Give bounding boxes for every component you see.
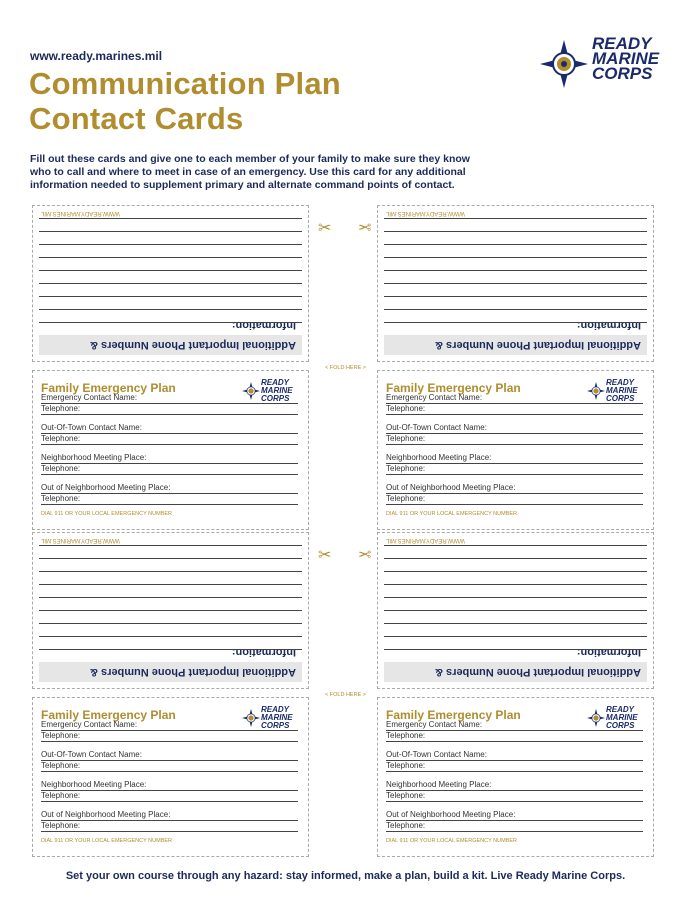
write-line[interactable] [39,545,302,546]
write-line[interactable] [384,270,647,271]
out-of-neighborhood-field[interactable]: Out of Neighborhood Meeting Place: [386,810,643,821]
telephone-field[interactable]: Telephone: [386,494,643,505]
dial-911-note: DIAL 911 OR YOUR LOCAL EMERGENCY NUMBER [41,511,173,517]
back-card-header: Additional Important Phone Numbers & Information: [384,662,647,682]
write-line[interactable] [39,322,302,323]
write-line[interactable] [39,270,302,271]
neighborhood-meeting-field[interactable]: Neighborhood Meeting Place: [386,780,643,791]
telephone-field[interactable]: Telephone: [41,404,298,415]
emergency-contact-field[interactable]: Emergency Contact Name: [41,393,298,404]
back-card-url: WWW.READY.MARINES.MIL [386,537,465,543]
ready-marine-corps-logo [540,36,670,106]
telephone-field[interactable]: Telephone: [41,464,298,475]
write-line[interactable] [384,545,647,546]
fold-here-label: < FOLD HERE > [325,692,366,698]
neighborhood-meeting-field[interactable]: Neighborhood Meeting Place: [41,453,298,464]
back-card-header: Additional Important Phone Numbers & Information: [39,662,302,682]
emergency-contact-field[interactable]: Emergency Contact Name: [386,720,643,731]
write-line[interactable] [384,636,647,637]
back-card-panel [32,205,309,362]
front-card-panel [377,370,654,530]
telephone-field[interactable]: Telephone: [386,821,643,832]
mini-logo: READY MARINE CORPS [587,379,643,407]
neighborhood-meeting-field[interactable]: Neighborhood Meeting Place: [41,780,298,791]
out-of-town-contact-field[interactable]: Out-Of-Town Contact Name: [41,423,298,434]
back-card-url: WWW.READY.MARINES.MIL [41,537,120,543]
telephone-field[interactable]: Telephone: [386,404,643,415]
mini-logo: READY MARINE CORPS [242,706,298,734]
write-line[interactable] [39,218,302,219]
logo-text: READY MARINE CORPS [592,34,660,83]
card-title: Family Emergency Plan [386,708,521,722]
back-card-panel [377,205,654,362]
write-line[interactable] [384,623,647,624]
scissors-icon: ✂ [358,547,372,564]
card-title: Family Emergency Plan [386,381,521,395]
tagline: Set your own course through any hazard: stay informed, make a plan, build a kit. Live Ready Marine Corps. [65,870,626,882]
write-line[interactable] [39,231,302,232]
write-line[interactable] [39,610,302,611]
scissors-icon: ✂ [318,220,332,237]
out-of-town-contact-field[interactable]: Out-Of-Town Contact Name: [386,423,643,434]
write-line[interactable] [39,649,302,650]
out-of-neighborhood-field[interactable]: Out of Neighborhood Meeting Place: [41,810,298,821]
telephone-field[interactable]: Telephone: [41,821,298,832]
back-card-url: WWW.READY.MARINES.MIL [41,210,120,216]
telephone-field[interactable]: Telephone: [386,731,643,742]
back-card-panel [377,532,654,689]
title-line-1: Communication Plan [29,66,341,101]
mini-logo: READY MARINE CORPS [242,379,298,407]
write-line[interactable] [39,244,302,245]
write-line[interactable] [384,309,647,310]
card-title: Family Emergency Plan [41,381,176,395]
write-line[interactable] [39,571,302,572]
dial-911-note: DIAL 911 OR YOUR LOCAL EMERGENCY NUMBER [386,511,518,517]
back-card-header: Additional Important Phone Numbers & Information: [384,335,647,355]
write-line[interactable] [384,597,647,598]
out-of-town-contact-field[interactable]: Out-Of-Town Contact Name: [386,750,643,761]
write-line[interactable] [39,283,302,284]
write-line[interactable] [384,283,647,284]
write-line[interactable] [384,571,647,572]
telephone-field[interactable]: Telephone: [41,791,298,802]
back-card-url: WWW.READY.MARINES.MIL [386,210,465,216]
telephone-field[interactable]: Telephone: [41,731,298,742]
write-line[interactable] [384,649,647,650]
write-line[interactable] [384,244,647,245]
write-line[interactable] [384,296,647,297]
write-line[interactable] [384,231,647,232]
write-line[interactable] [39,558,302,559]
scissors-icon: ✂ [318,547,332,564]
front-card-panel [32,370,309,530]
write-line[interactable] [384,610,647,611]
scissors-icon: ✂ [358,220,372,237]
write-line[interactable] [39,584,302,585]
fold-here-label: < FOLD HERE > [325,365,366,371]
emergency-contact-field[interactable]: Emergency Contact Name: [41,720,298,731]
title-line-2: Contact Cards [29,101,244,136]
emergency-contact-field[interactable]: Emergency Contact Name: [386,393,643,404]
telephone-field[interactable]: Telephone: [386,791,643,802]
telephone-field[interactable]: Telephone: [386,761,643,772]
write-line[interactable] [384,558,647,559]
telephone-field[interactable]: Telephone: [41,761,298,772]
out-of-town-contact-field[interactable]: Out-Of-Town Contact Name: [41,750,298,761]
write-line[interactable] [39,309,302,310]
write-line[interactable] [384,322,647,323]
write-line[interactable] [39,597,302,598]
telephone-field[interactable]: Telephone: [386,464,643,475]
write-line[interactable] [39,636,302,637]
dial-911-note: DIAL 911 OR YOUR LOCAL EMERGENCY NUMBER [41,838,173,844]
write-line[interactable] [39,296,302,297]
back-card-header: Additional Important Phone Numbers & Information: [39,335,302,355]
write-line[interactable] [39,257,302,258]
telephone-field[interactable]: Telephone: [41,494,298,505]
write-line[interactable] [384,584,647,585]
page-title [29,66,341,136]
site-url: www.ready.marines.mil [30,49,163,63]
out-of-neighborhood-field[interactable]: Out of Neighborhood Meeting Place: [386,483,643,494]
back-card-panel [32,532,309,689]
front-card-panel [32,697,309,857]
write-line[interactable] [39,623,302,624]
compass-emblem-icon [540,40,588,88]
mini-logo: READY MARINE CORPS [587,706,643,734]
telephone-field[interactable]: Telephone: [41,434,298,445]
telephone-field[interactable]: Telephone: [386,434,643,445]
dial-911-note: DIAL 911 OR YOUR LOCAL EMERGENCY NUMBER [386,838,518,844]
card-title: Family Emergency Plan [41,708,176,722]
intro-text: Fill out these cards and give one to each member of your family to make sure they know who to call and where to meet in case of an emergency. Use this card for any additional information needed to supplement primary and alternate command points of contact. [30,153,470,191]
out-of-neighborhood-field[interactable]: Out of Neighborhood Meeting Place: [41,483,298,494]
front-card-panel [377,697,654,857]
write-line[interactable] [384,218,647,219]
write-line[interactable] [384,257,647,258]
neighborhood-meeting-field[interactable]: Neighborhood Meeting Place: [386,453,643,464]
